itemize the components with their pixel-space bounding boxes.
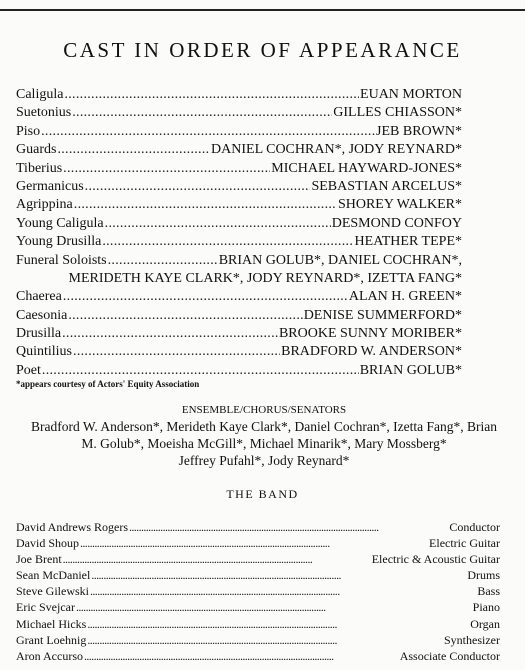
leader-dots [108,252,218,270]
cast-row [16,233,462,251]
cast-row [16,123,462,141]
band-member-name: Steve Gilewski [16,584,89,599]
cast-role: Agrippina [16,197,73,213]
cast-row [16,104,462,122]
ensemble-heading: ENSEMBLE/CHORUS/SENATORS [181,404,347,416]
leader-dots [73,343,280,361]
cast-row [16,178,462,196]
band-member-role: Piano [472,600,500,615]
band-member-role: Electric & Acoustic Guitar [371,552,500,567]
ensemble-section [14,404,514,469]
leader-dots [41,123,375,141]
leader-dots [63,551,371,567]
cast-list [16,86,462,380]
band-row [16,632,500,648]
band-member-role: Drums [467,568,500,583]
leader-dots [76,599,472,615]
band-member-role: Electric Guitar [429,536,500,551]
cast-role: Young Caligula [16,215,104,231]
band-member-role: Bass [477,584,500,599]
band-member-name: Grant Loehnig [16,632,87,647]
band-row [16,616,500,632]
cast-role: Suetonius [16,105,72,121]
ensemble-line: M. Golub*, Moeisha McGill*, Michael Minarik*, Mary Mossberg* [81,436,447,451]
cast-actor: SHOREY WALKER* [337,197,462,213]
leader-dots [105,215,331,233]
cast-role: Piso [16,123,41,139]
band-row [16,648,500,664]
cast-role: Drusilla [16,326,62,342]
ensemble-line: Jeffrey Pufahl*, Jody Reynard* [178,453,350,468]
cast-role: Caligula [16,86,64,102]
cast-role: Chaerea [16,289,62,305]
cast-row [16,160,462,178]
leader-dots [57,141,210,159]
page-title: CAST IN ORDER OF APPEARANCE [63,38,462,63]
cast-row [16,362,462,380]
cast-role: Germanicus [16,178,84,194]
band-member-name: David Shoup [16,536,79,551]
cast-row [16,252,462,270]
cast-row [16,141,462,159]
leader-dots [129,519,448,535]
cast-actor: EUAN MORTON [360,86,462,102]
leader-dots [62,325,278,343]
cast-actor: MICHAEL HAYWARD-JONES* [271,160,462,176]
band-title: THE BAND [226,487,299,501]
cast-actor: BROOKE SUNNY MORIBER* [278,326,462,342]
cast-actor: BRIAN GOLUB* [359,362,462,378]
cast-actor-continuation: MERIDETH KAYE CLARK*, JODY REYNARD*, IZETTA FANG* [68,270,462,286]
leader-dots [87,616,469,632]
cast-role: Quintilius [16,344,73,360]
band-row [16,551,500,567]
leader-dots [91,567,466,583]
equity-footnote: *appears courtesy of Actors' Equity Association [16,379,200,389]
band-row [16,535,500,551]
band-member-role: Synthesizer [444,632,500,647]
band-member-name: Eric Svejcar [16,600,75,615]
cast-actor: ALAN H. GREEN* [348,289,462,305]
cast-row [16,215,462,233]
cast-actor: GILLES CHIASSON* [333,105,462,121]
leader-dots [80,535,428,551]
band-member-name: Sean McDaniel [16,568,91,583]
cast-actor: DESMOND CONFOY [331,215,462,231]
cast-row [16,196,462,214]
leader-dots [68,307,302,325]
band-row [16,583,500,599]
top-rule [0,9,525,11]
cast-role: Guards [16,142,57,158]
cast-actor: DENISE SUMMERFORD* [303,307,462,323]
leader-dots [102,233,353,251]
cast-row [16,343,462,361]
cast-role: Caesonia [16,307,68,323]
cast-actor: JEB BROWN* [376,123,462,139]
leader-dots [84,648,399,664]
cast-row [16,86,462,104]
band-member-name: Aron Accurso [16,648,83,663]
cast-role: Funeral Soloists [16,252,107,268]
cast-actor: DANIEL COCHRAN*, JODY REYNARD* [211,142,462,158]
band-list [16,519,500,664]
band-member-role: Conductor [449,520,500,534]
cast-role: Poet [16,362,41,378]
cast-actor: HEATHER TEPE* [354,234,462,250]
leader-dots [74,196,337,214]
cast-actor: SEBASTIAN ARCELUS* [311,178,462,194]
cast-actor: BRIAN GOLUB*, DANIEL COCHRAN*, [218,252,462,268]
cast-role: Tiberius [16,160,63,176]
ensemble-line: Bradford W. Anderson*, Merideth Kaye Clark*, Daniel Cochran*, Izetta Fang*, Brian [30,419,497,434]
cast-row [16,307,462,325]
band-member-name: Michael Hicks [16,616,87,631]
band-member-name: Joe Brent [16,552,62,567]
cast-role: Young Drusilla [16,234,102,250]
leader-dots [63,160,270,178]
band-row [16,567,500,583]
leader-dots [72,104,332,122]
band-row [16,599,500,615]
leader-dots [87,632,443,648]
leader-dots [63,288,348,306]
band-member-role: Organ [470,616,500,631]
leader-dots [64,86,359,104]
cast-actor: BRADFORD W. ANDERSON* [281,344,462,360]
cast-row [16,288,462,306]
band-row [16,519,500,535]
cast-row [16,325,462,343]
band-member-role: Associate Conductor [399,648,500,663]
band-member-name: David Andrews Rogers [16,520,128,534]
leader-dots [85,178,311,196]
leader-dots [90,583,476,599]
leader-dots [42,362,359,380]
